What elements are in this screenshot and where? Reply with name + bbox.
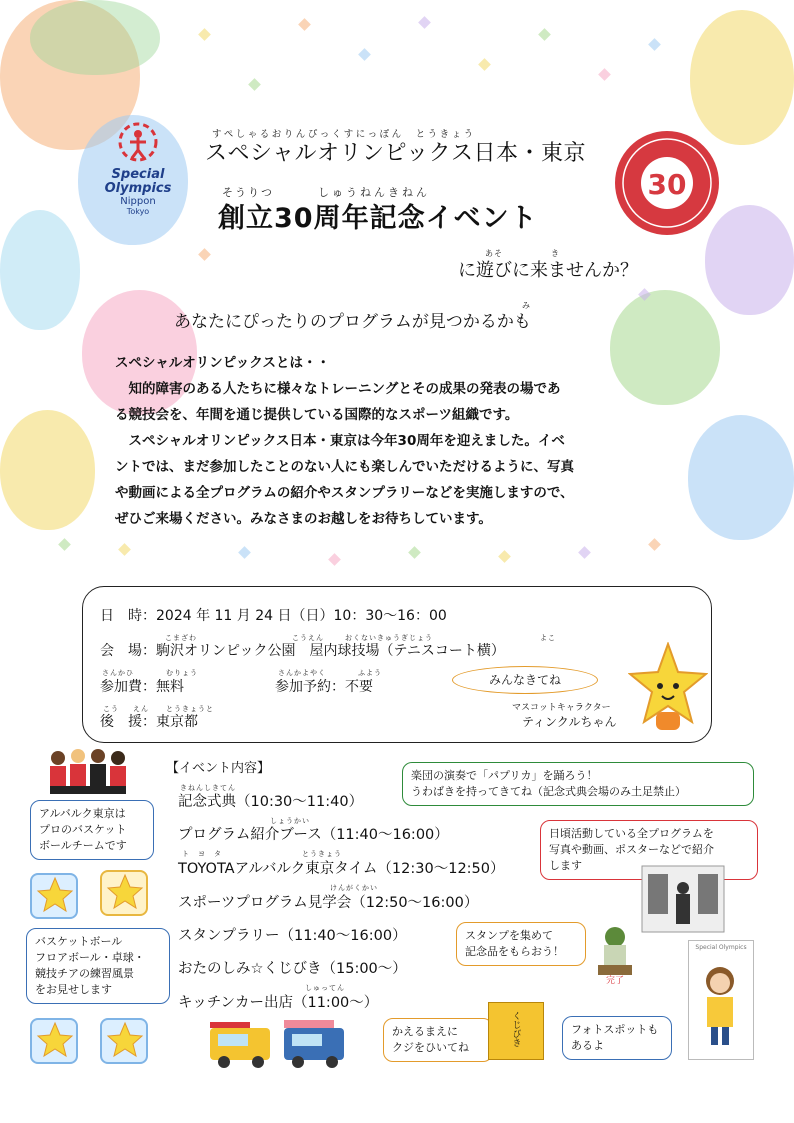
confetti (58, 538, 71, 551)
photo-bubble (562, 1016, 672, 1060)
fee-row (100, 676, 184, 696)
practice-bubble-line: バスケットボール (35, 935, 123, 948)
alvark-bubble (30, 800, 154, 860)
reserve-value: 不要 (345, 679, 373, 695)
org-ruby: すぺしゃるおりんぴっくすにっぽん とうきょう (212, 129, 476, 140)
kitchen-car-yellow-icon (208, 1020, 278, 1070)
confetti (198, 28, 211, 41)
stamp-bubble-line: スタンプを集めて (465, 929, 553, 942)
confetti (298, 18, 311, 31)
basketball-team-illustration-icon (44, 744, 134, 800)
practice-bubble (26, 928, 170, 1004)
support-ruby: こう (103, 705, 119, 713)
booth-bubble-line: します (549, 859, 582, 872)
photo-bubble-line: フォトスポットも (571, 1023, 659, 1036)
venue-row (100, 640, 505, 660)
anniversary-seal-icon (612, 128, 722, 238)
stamp-bubble (456, 922, 586, 966)
event-item-tour: スポーツプログラム見学会（12:50〜16:00） (178, 895, 479, 911)
booth-illustration-icon (640, 856, 726, 934)
alvark-bubble-line: ボールチームです (39, 839, 127, 852)
confetti (248, 78, 261, 91)
support-ruby: えん (133, 705, 149, 713)
booth-bubble-line: 写真や動画、ポスターなどで紹介 (549, 843, 714, 856)
star-mascot-small-icon (36, 876, 74, 914)
confetti (578, 546, 591, 559)
alvark-bubble-line: アルバルク東京は (39, 807, 126, 820)
confetti (328, 553, 341, 566)
lottery-box (488, 1002, 544, 1060)
twinkle-mascot-icon (628, 642, 708, 737)
date-label: 日 時： (100, 608, 156, 624)
alvark-bubble-line: プロのバスケット (39, 823, 127, 836)
confetti (238, 546, 251, 559)
support-row (100, 711, 198, 731)
confetti (648, 38, 661, 51)
intro-line: や動画による全プログラムの紹介やスタンプラリーなどを実施しますので、 (115, 485, 574, 501)
event-ruby: きねんしきてん (180, 784, 236, 792)
logo-line4: Tokyo (126, 207, 150, 216)
support-label: 後 援： (100, 714, 156, 730)
event-ruby: けんがくかい (330, 884, 378, 892)
event-item-stamp-rally: スタンプラリー（11:40〜16:00） (178, 928, 407, 944)
fee-ruby: さんかひ (102, 669, 134, 677)
date-row (100, 605, 447, 625)
stamp-icon (590, 925, 640, 985)
reserve-row (275, 676, 373, 696)
ceremony-bubble-line: うわばきを持ってきてね（記念式典会場のみ土足禁止） (411, 785, 686, 798)
reserve-ruby: さんかよやく (278, 669, 326, 677)
practice-bubble-line: 競技チアの練習風景 (35, 967, 134, 980)
tagline-ruby: み (522, 301, 531, 310)
intro-line: る競技会を、年間を通じ提供している国際的なスポーツ組織です。 (115, 407, 519, 423)
confetti (478, 58, 491, 71)
intro-line: ントでは、まだ参加したことのない人にも楽しんでいただけるように、写真 (115, 459, 574, 475)
lottery-bubble-line: クジをひいてね (392, 1041, 469, 1054)
event-title: 創立30周年記念イベント (218, 203, 538, 234)
confetti (358, 48, 371, 61)
support-value: 東京都 (156, 714, 198, 730)
confetti (498, 550, 511, 563)
org-name: スペシャルオリンピックス日本・東京 (205, 141, 586, 166)
fee-ruby: むりょう (166, 669, 198, 677)
event-item-ceremony: 記念式典（10:30〜11:40） (178, 794, 364, 810)
booth-bubble-line: 日頃活動している全プログラムを (549, 827, 714, 840)
confetti (648, 538, 661, 551)
event-item-alvark: TOYOTAアルバルク東京タイム（12:30〜12:50） (178, 861, 505, 877)
confetti (198, 248, 211, 261)
confetti (118, 543, 131, 556)
event-item-lottery: おたのしみ☆くじびき（15:00〜） (178, 961, 407, 977)
reserve-ruby: ふよう (358, 669, 382, 677)
venue-ruby: よこ (540, 634, 556, 642)
special-olympics-logo (88, 120, 188, 216)
mascot-caption-2: ティンクルちゃん (522, 715, 617, 729)
lottery-box-text: くじびき (510, 1011, 521, 1047)
event-item-kitchen-car: キッチンカー出店（11:00〜） (178, 995, 379, 1011)
fee-label: 参加費： (100, 679, 156, 695)
photo-frame (688, 940, 754, 1060)
photo-frame-title: Special Olympics (695, 944, 747, 951)
venue-ruby: こうえん (292, 634, 324, 642)
event-ruby: ト ヨ タ とうきょう (182, 850, 342, 858)
balloon-yellow (0, 410, 95, 530)
stamp-text: 完了 (605, 976, 625, 985)
confetti (418, 16, 431, 29)
fee-value: 無料 (156, 679, 184, 695)
badge-number: 30 (647, 168, 687, 201)
tagline: あなたにぴったりのプログラムが見つかるかも (174, 312, 531, 332)
venue-label: 会 場： (100, 643, 156, 659)
intro-line: スペシャルオリンピックス日本・東京は今年30周年を迎えました。イベ (115, 433, 565, 449)
anniversary-badge (612, 128, 722, 238)
intro-line: 知的障害のある人たちに様々なトレーニングとその成果の発表の場であ (115, 381, 561, 397)
support-ruby: とうきょうと (166, 705, 214, 713)
confetti (408, 546, 421, 559)
subtitle: に遊びに来ませんか？ (458, 260, 638, 281)
event-ruby: しゅってん (305, 984, 345, 992)
title-ruby2: しゅうねんきねん (318, 186, 430, 199)
title-ruby1: そうりつ (222, 186, 274, 199)
intro-paragraph (115, 350, 690, 532)
star-mascot-small-icon (106, 1021, 144, 1059)
star-mascot-small-icon (106, 873, 144, 911)
practice-bubble-line: フロアボール・卓球・ (35, 951, 145, 964)
confetti (598, 68, 611, 81)
practice-bubble-line: をお見せします (35, 983, 112, 996)
star-mascot-small-icon (36, 1021, 74, 1059)
venue-ruby: おくないきゅうぎじょう (345, 634, 433, 642)
venue-value: 駒沢オリンピック公園 屋内球技場（テニスコート横） (156, 643, 505, 659)
venue-ruby: こまざわ (165, 634, 197, 642)
event-ruby: しょうかい (270, 817, 310, 825)
photo-bubble-line: あるよ (571, 1039, 604, 1052)
intro-line: スペシャルオリンピックスとは・・ (115, 355, 331, 371)
lottery-bubble (383, 1018, 493, 1062)
mascot-caption-1: マスコットキャラクター (512, 703, 611, 713)
balloon-yellow-right (690, 10, 794, 145)
subtitle-ruby1: あそ (485, 249, 503, 258)
logo-line1: Special (111, 167, 165, 182)
logo-line2: Olympics (104, 181, 172, 196)
event-item-booth: プログラム紹介ブース（11:40〜16:00） (178, 827, 449, 843)
special-olympics-emblem-icon (116, 120, 160, 164)
balloon-lightblue (0, 210, 80, 330)
balloon-blue-right (688, 415, 794, 540)
subtitle-ruby2: き (551, 249, 560, 258)
kitchen-car-blue-icon (282, 1018, 352, 1070)
stamp-bubble-line: 記念品をもらおう！ (465, 945, 564, 958)
lottery-bubble-line: かえるまえに (392, 1025, 458, 1038)
ceremony-bubble-line: 楽団の演奏で「パプリカ」を踊ろう！ (411, 769, 598, 782)
events-heading: 【イベント内容】 (166, 761, 271, 776)
logo-line3: Nippon (120, 196, 156, 207)
reserve-label: 参加予約： (275, 679, 345, 695)
balloon-green (30, 0, 160, 75)
confetti (538, 28, 551, 41)
mascot-bubble-text: みんなきてね (488, 673, 561, 687)
intro-line: ぜひご来場ください。みなさまのお越しをお待ちしています。 (115, 511, 492, 527)
mascot-speech-bubble (452, 666, 598, 694)
ceremony-bubble (402, 762, 754, 806)
girl-photo-icon (689, 951, 751, 1051)
date-value: 2024 年 11 月 24 日（日）10：30〜16：00 (156, 608, 447, 624)
